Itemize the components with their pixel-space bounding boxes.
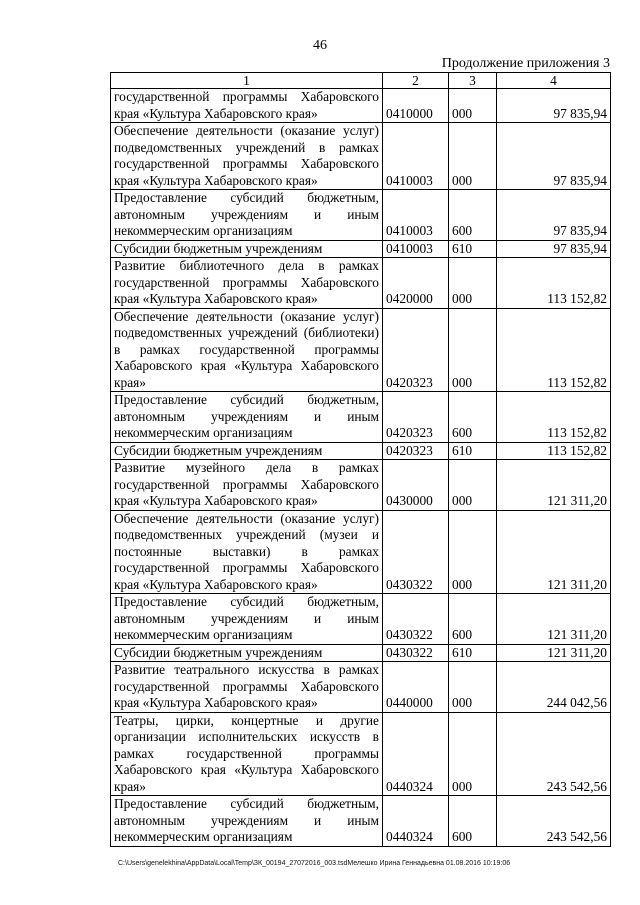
row-sum-cell: 97 835,94	[497, 190, 611, 241]
row-code-cell: 0410003	[383, 240, 449, 258]
row-code-cell: 0420323	[383, 308, 449, 392]
row-name-cell: Предоставление субсидий бюджетным, автономным учреждениям и иным некоммерческим организациям	[111, 594, 383, 645]
table-row	[111, 796, 611, 847]
footer-file-path: C:\Users\genelekhina\AppData\Local\Temp\ЗК_00194_27072016_003.tsdМелешко Ирина Геннадьевна 01.08.2016 10:19:06	[118, 860, 511, 867]
row-name-cell: Обеспечение деятельности (оказание услуг) подведомственных учреждений (музеи и постоянные выставки) в рамках государственной программы Хабаровского края «Культура Хабаровского края»	[111, 510, 383, 594]
row-code-cell: 0420323	[383, 392, 449, 443]
table-row	[111, 442, 611, 460]
column-header: 2	[383, 73, 449, 89]
row-sum-cell: 121 311,20	[497, 594, 611, 645]
table-row	[111, 190, 611, 241]
row-sum-cell: 97 835,94	[497, 89, 611, 123]
row-name-cell: Субсидии бюджетным учреждениям	[111, 442, 383, 460]
row-sum-cell: 97 835,94	[497, 123, 611, 190]
row-name-cell: Обеспечение деятельности (оказание услуг) подведомственных учреждений (библиотеки) в рамках государственной программы Хабаровского края «Культура Хабаровского края»	[111, 308, 383, 392]
row-type-cell: 600	[449, 594, 497, 645]
row-sum-cell: 113 152,82	[497, 308, 611, 392]
row-code-cell: 0440324	[383, 712, 449, 796]
continuation-label: Продолжение приложения 3	[441, 56, 610, 71]
row-name-cell: Театры, цирки, концертные и другие организации исполнительских искусств в рамках государственной программы Хабаровского края «Культура Хабаровского края»	[111, 712, 383, 796]
row-type-cell: 000	[449, 662, 497, 713]
table-row	[111, 240, 611, 258]
row-code-cell: 0430322	[383, 510, 449, 594]
table-row	[111, 123, 611, 190]
table-row	[111, 392, 611, 443]
table-body	[111, 89, 611, 847]
row-name-cell: Субсидии бюджетным учреждениям	[111, 644, 383, 662]
row-code-cell: 0410003	[383, 190, 449, 241]
row-name-cell: Развитие музейного дела в рамках государственной программы Хабаровского края «Культура Хабаровского края»	[111, 460, 383, 511]
row-code-cell: 0440000	[383, 662, 449, 713]
row-code-cell: 0420000	[383, 258, 449, 309]
row-code-cell: 0410000	[383, 89, 449, 123]
table-row	[111, 89, 611, 123]
row-name-cell: Развитие библиотечного дела в рамках государственной программы Хабаровского края «Культура Хабаровского края»	[111, 258, 383, 309]
table-row	[111, 594, 611, 645]
row-type-cell: 610	[449, 442, 497, 460]
row-type-cell: 600	[449, 392, 497, 443]
row-code-cell: 0440324	[383, 796, 449, 847]
page-number: 46	[313, 38, 327, 53]
row-type-cell: 000	[449, 510, 497, 594]
row-type-cell: 000	[449, 308, 497, 392]
row-code-cell: 0420323	[383, 442, 449, 460]
row-sum-cell: 113 152,82	[497, 258, 611, 309]
row-type-cell: 600	[449, 190, 497, 241]
row-sum-cell: 243 542,56	[497, 796, 611, 847]
row-code-cell: 0430322	[383, 594, 449, 645]
row-type-cell: 000	[449, 460, 497, 511]
column-header: 4	[497, 73, 611, 89]
row-sum-cell: 121 311,20	[497, 510, 611, 594]
row-sum-cell: 243 542,56	[497, 712, 611, 796]
row-sum-cell: 121 311,20	[497, 460, 611, 511]
row-sum-cell: 113 152,82	[497, 392, 611, 443]
row-name-cell: Субсидии бюджетным учреждениям	[111, 240, 383, 258]
row-code-cell: 0410003	[383, 123, 449, 190]
table-row	[111, 308, 611, 392]
row-name-cell: Развитие театрального искусства в рамках государственной программы Хабаровского края «Культура Хабаровского края»	[111, 662, 383, 713]
table-row	[111, 712, 611, 796]
table-row	[111, 644, 611, 662]
row-sum-cell: 244 042,56	[497, 662, 611, 713]
row-type-cell: 000	[449, 123, 497, 190]
row-sum-cell: 121 311,20	[497, 644, 611, 662]
row-code-cell: 0430322	[383, 644, 449, 662]
row-sum-cell: 113 152,82	[497, 442, 611, 460]
row-type-cell: 610	[449, 644, 497, 662]
table-header-row	[111, 73, 611, 89]
row-name-cell: Предоставление субсидий бюджетным, автономным учреждениям и иным некоммерческим организациям	[111, 796, 383, 847]
table-row	[111, 460, 611, 511]
column-header: 1	[111, 73, 383, 89]
column-header: 3	[449, 73, 497, 89]
row-type-cell: 610	[449, 240, 497, 258]
row-code-cell: 0430000	[383, 460, 449, 511]
row-type-cell: 000	[449, 258, 497, 309]
table-row	[111, 258, 611, 309]
row-sum-cell: 97 835,94	[497, 240, 611, 258]
row-type-cell: 000	[449, 89, 497, 123]
row-type-cell: 600	[449, 796, 497, 847]
row-name-cell: Предоставление субсидий бюджетным, автономным учреждениям и иным некоммерческим организациям	[111, 190, 383, 241]
row-name-cell: Обеспечение деятельности (оказание услуг) подведомственных учреждений в рамках государственной программы Хабаровского края «Культура Хабаровского края»	[111, 123, 383, 190]
row-name-cell: государственной программы Хабаровского края «Культура Хабаровского края»	[111, 89, 383, 123]
table-row	[111, 510, 611, 594]
row-type-cell: 000	[449, 712, 497, 796]
row-name-cell: Предоставление субсидий бюджетным, автономным учреждениям и иным некоммерческим организациям	[111, 392, 383, 443]
table-row	[111, 662, 611, 713]
budget-table	[110, 72, 611, 847]
